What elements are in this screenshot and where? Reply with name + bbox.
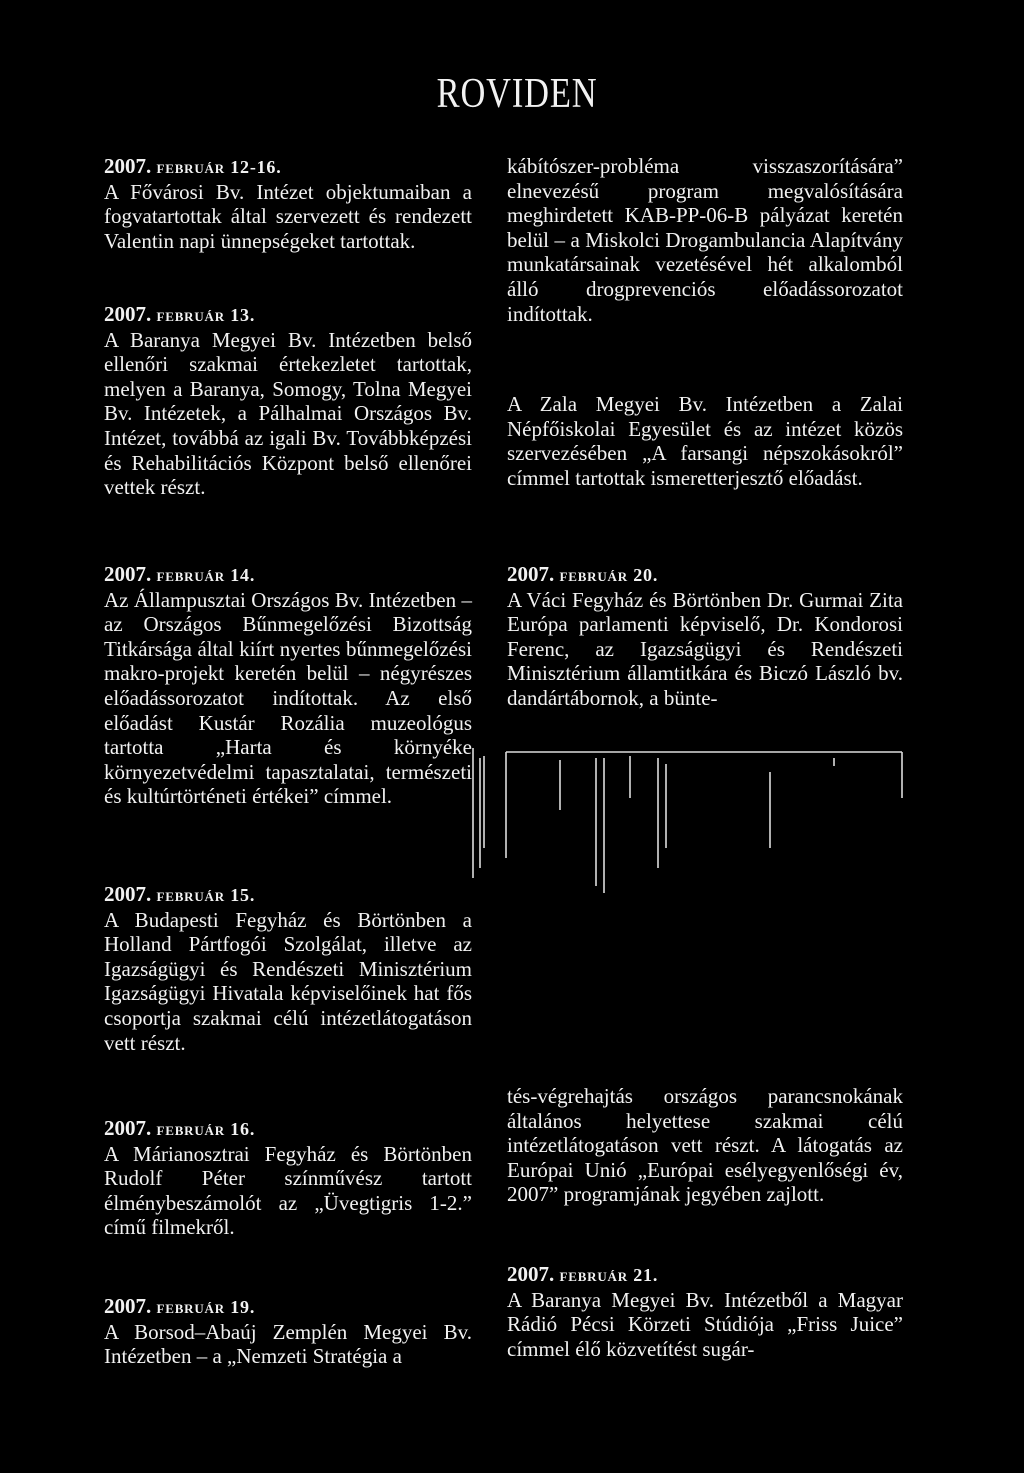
- entry-text: A Budapesti Fegyház és Börtönben a Holland Pártfogói Szolgálat, illetve az Igazságügyi és Rendészeti Minisztérium Igazságügyi Hivatala képviselőinek hat fős csoportja szakmai célú intézetlátogatáson vett részt.: [104, 907, 472, 1055]
- news-entry: [104, 302, 472, 500]
- news-entry-continued: [507, 154, 903, 326]
- page-title: ROVIDEN: [436, 71, 598, 117]
- entry-text: A Márianosztrai Fegyház és Börtönben Rudolf Péter színművész tartott élménybeszámolót az „Üvegtigris 1-2.” című filmekről.: [104, 1141, 472, 1240]
- date-year: 2007.: [507, 1262, 555, 1286]
- entry-text: kábítószer-probléma visszaszorítására” elnevezésű program megvalósítására meghirdetett KAB-PP-06-B pályázat keretén belül – a Miskolci Drogambulancia Alapítvány munkatársainak vezetésével hét alkalomból álló drogprevenciós előadássorozatot indítottak.: [507, 154, 903, 326]
- news-entry-continued: [507, 1084, 903, 1207]
- date-month: február 16.: [156, 1119, 256, 1139]
- date-month: február 13.: [156, 305, 256, 325]
- entry-text: A Borsod–Abaúj Zemplén Megyei Bv. Intézetben – a „Nemzeti Stratégia a: [104, 1319, 472, 1369]
- entry-date: [507, 562, 903, 588]
- entry-date: [104, 1116, 472, 1142]
- entry-text: A Zala Megyei Bv. Intézetben a Zalai Népfőiskolai Egyesület és az intézet közös szervezésében „A farsangi népszokásokról” címmel tartottak ismeretterjesztő előadást.: [507, 392, 903, 490]
- news-entry: [104, 882, 472, 1055]
- news-entry: [507, 1262, 903, 1361]
- news-entry: [104, 1294, 472, 1369]
- entry-text: A Baranya Megyei Bv. Intézetben belső ellenőri szakmai értekezletet tartottak, melyen a Baranya, Somogy, Tolna Megyei Bv. Intézetek, a Pálhalmai Országos Bv. Intézet, továbbá az igali Bv. Továbbképzési és Rehabilitációs Központ belső ellenőrei vettek részt.: [104, 327, 472, 500]
- news-entry: [104, 1116, 472, 1240]
- entry-text: A Fővárosi Bv. Intézet objektumaiban a fogvatartottak által szervezett és rendezett Valentin napi ünnepségeket tartottak.: [104, 179, 472, 253]
- date-month: február 14.: [156, 565, 256, 585]
- entry-date: [507, 1262, 903, 1288]
- date-year: 2007.: [104, 882, 152, 906]
- entry-text: tés-végrehajtás országos parancsnokának általános helyettese szakmai célú intézetlátogatáson vett részt. A látogatás az Európai Unió „Európai esélyegyenlőségi év, 2007” programjának jegyében zajlott.: [507, 1084, 903, 1207]
- date-year: 2007.: [104, 302, 152, 326]
- date-year: 2007.: [104, 154, 152, 178]
- entry-date: [104, 302, 472, 328]
- news-entry: [104, 562, 472, 809]
- date-year: 2007.: [104, 562, 152, 586]
- entry-text: A Baranya Megyei Bv. Intézetből a Magyar Rádió Pécsi Körzeti Stúdiója „Friss Juice” címmel élő közvetítést sugár-: [507, 1287, 903, 1361]
- entry-text: Az Állampusztai Országos Bv. Intézetben – az Országos Bűnmegelőzési Bizottság Titkársága által kiírt nyertes bűnmegelőzési makro-projekt keretén belül – négyrészes előadássorozatot indítottak. Az első előadást Kustár Rozália muzeológus tartotta „Harta és környéke környezetvédelmi tapasztalatai, természeti és kultúrtörténeti értékei” címmel.: [104, 587, 472, 809]
- date-year: 2007.: [104, 1116, 152, 1140]
- date-month: február 15.: [156, 885, 256, 905]
- date-year: 2007.: [507, 562, 555, 586]
- date-month: február 12-16.: [156, 157, 282, 177]
- news-entry: [507, 562, 903, 711]
- date-month: február 20.: [559, 565, 659, 585]
- date-year: 2007.: [104, 1294, 152, 1318]
- entry-date: [104, 882, 472, 908]
- entry-date: [104, 1294, 472, 1320]
- entry-date: [104, 562, 472, 588]
- photo: [470, 738, 910, 898]
- date-month: február 19.: [156, 1297, 256, 1317]
- news-entry: [507, 392, 903, 490]
- news-entry: [104, 154, 472, 253]
- entry-date: [104, 154, 472, 180]
- photo-lines: [470, 738, 910, 898]
- entry-text: A Váci Fegyház és Börtönben Dr. Gurmai Zita Európa parlamenti képviselő, Dr. Kondorosi Ferenc, az Igazságügyi és Rendészeti Minisztérium államtitkára és Biczó László bv. dandártábornok, a bünte-: [507, 587, 903, 710]
- date-month: február 21.: [559, 1265, 659, 1285]
